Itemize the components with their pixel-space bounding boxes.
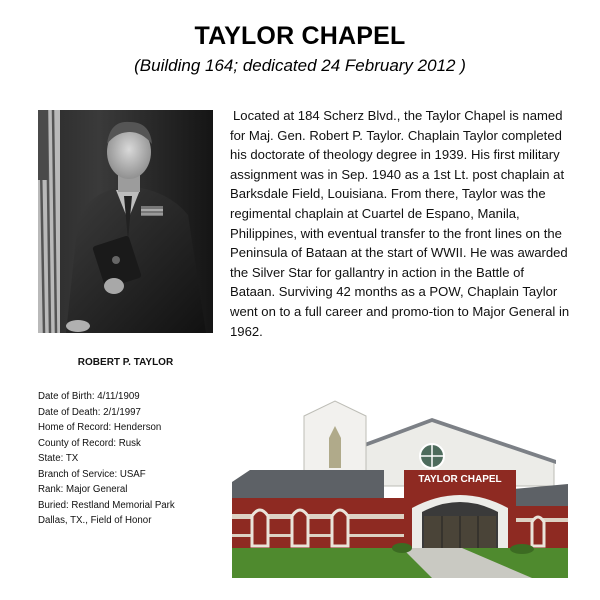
fact-burial-location: Dallas, TX., Field of Honor — [38, 515, 152, 526]
fact-state: State: TX — [38, 453, 79, 464]
page-subtitle: (Building 164; dedicated 24 February 2012 ) — [134, 56, 466, 75]
fact-branch-of-service: Branch of Service: USAF — [38, 468, 146, 480]
biography-paragraph: Located at 184 Scherz Blvd., the Taylor Chapel is named for Maj. Gen. Robert P. Taylor. Chaplain Taylor completed his doctorate of theology degree in 1939. His first military assignment was in Sep. 1940 as a 1st Lt. post chaplain at Barksdale Field, Louisiana. From there, Taylor was the regimental chaplain at Cuartel de Espano, Manila, Philippines, with eventual transfer to the front lines on the Peninsula of Bataan at the start of WWII. He was awarded the Silver Star for gallantry in action in the Battle of Bataan. Surviving 42 months as a POW, Chaplain Taylor went on to a full career and promo-tion to Major General in 1962. — [230, 108, 570, 339]
portrait-caption: ROBERT P. TAYLOR — [77, 357, 174, 368]
chapel-photo — [232, 398, 568, 578]
fact-date-of-birth: Date of Birth: 4/11/1909 — [38, 391, 140, 402]
fact-county-of-record: County of Record: Rusk — [38, 437, 141, 449]
portrait-photo — [38, 110, 213, 333]
flag — [38, 110, 60, 333]
fact-home-of-record: Home of Record: Henderson — [38, 422, 162, 433]
personal-facts — [38, 389, 228, 529]
fact-buried: Buried: Restland Memorial Park — [38, 499, 175, 511]
fact-rank: Rank: Major General — [38, 484, 128, 495]
page-title: TAYLOR CHAPEL — [194, 22, 406, 50]
chapel-sign: TAYLOR CHAPEL — [418, 474, 502, 485]
roof-left — [232, 470, 384, 498]
fact-date-of-death: Date of Death: 2/1/1997 — [38, 406, 141, 418]
